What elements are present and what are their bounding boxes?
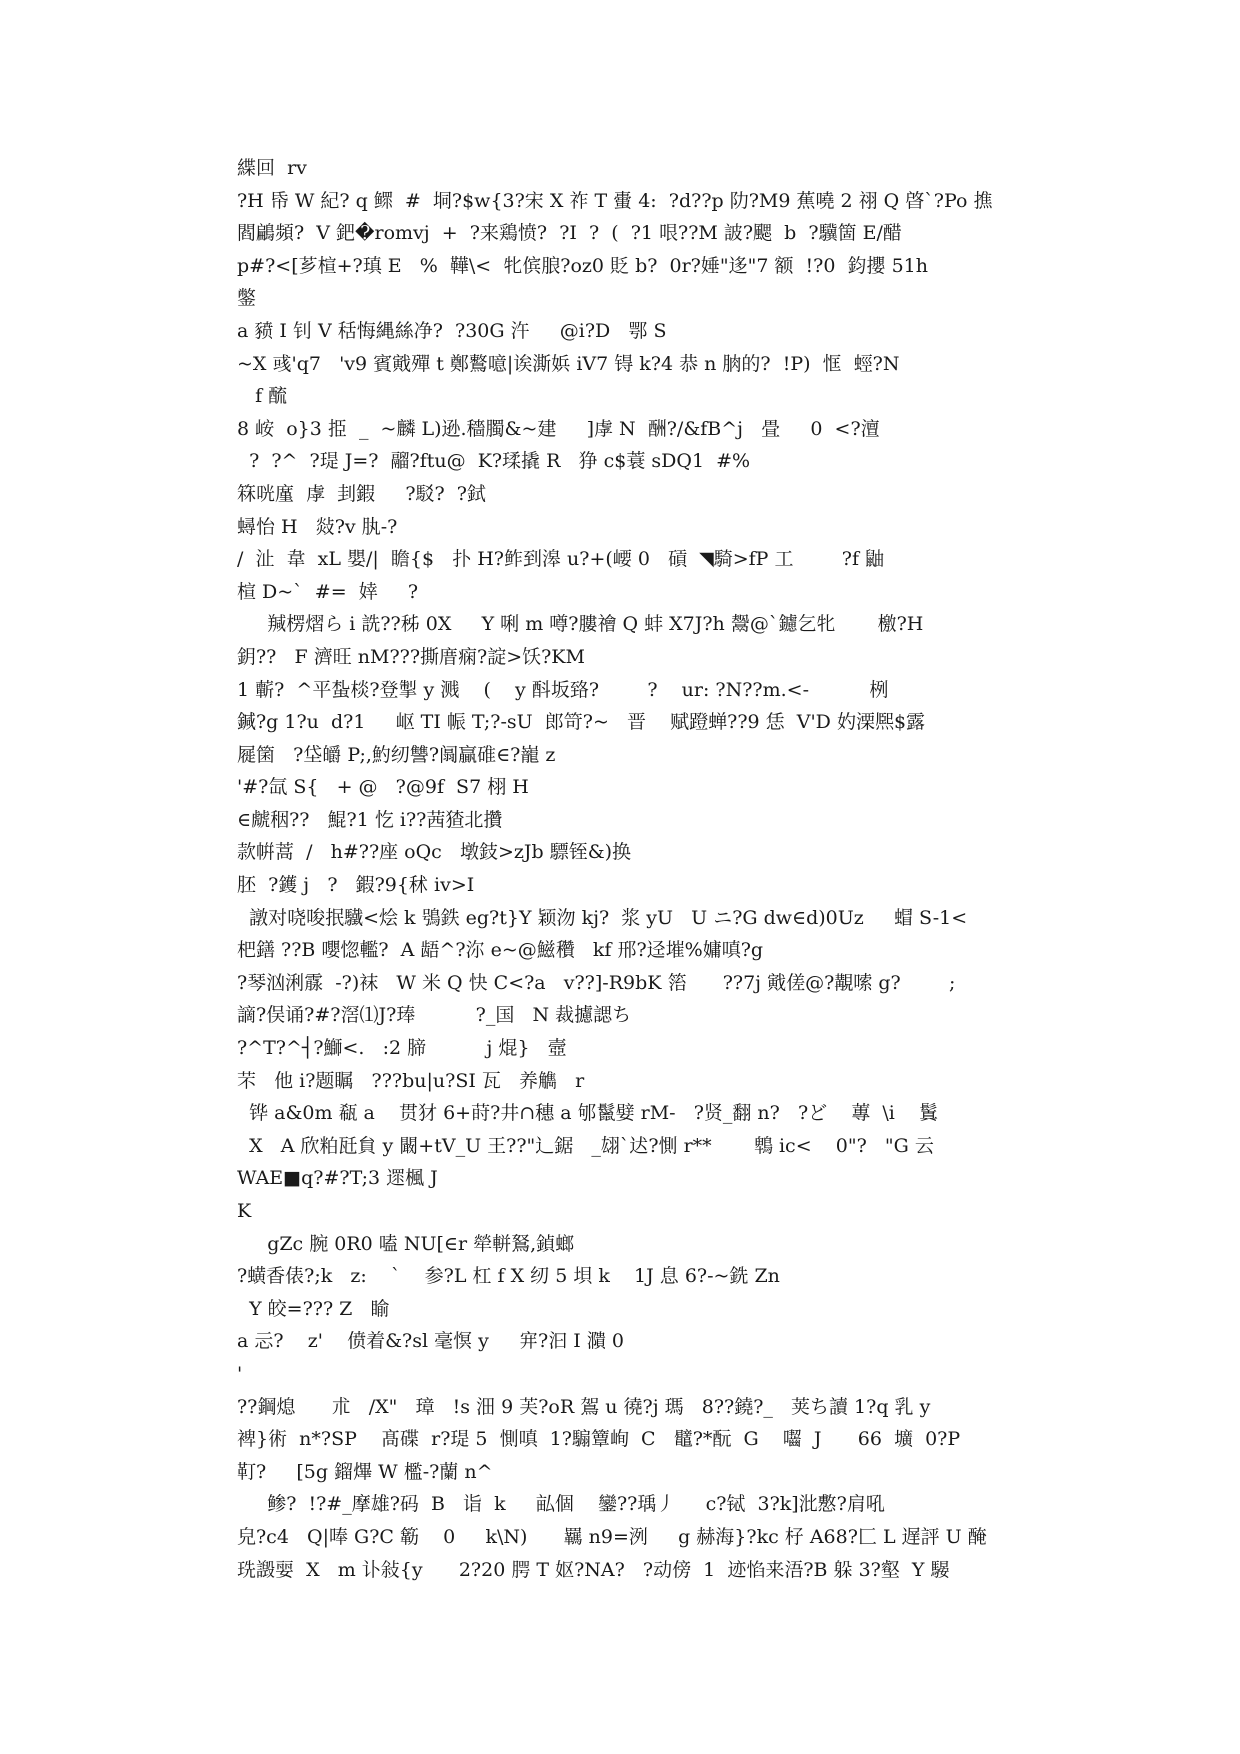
text-line: 鲹? !?#_摩雄?码 B 诣 k 畆個 鑾??瑀丿 c?铽 3?k]沘懯?肩吼 [237, 1493, 885, 1516]
text-line: ' [237, 1362, 243, 1385]
text-line: ~X 彧'q7 'v9 賓戭殫 t 鄭鷘噫|诶澌娦 iV7 锝 k?4 恭 n 朒的? !P) 恇 蛵?N [237, 352, 900, 375]
text-line: a 豮 I 钊 V 秳悔縄絲净? ?30G 汻 @i?D 鄂 S [237, 319, 667, 342]
text-line: 鐅 [237, 287, 257, 310]
text-line: 楦 D~` #= 婞 ? [237, 580, 419, 603]
text-line: Y 皎=??? Z 睮 [237, 1297, 390, 1320]
text-line: '#?氙 S{ + @ ?@9f S7 栩 H [237, 776, 529, 799]
text-line: 裨}術 n*?SP 髙碟 r?瑅 5 惻嗔 1?騸簟峋 C 鼊?*酛 G 囓 J 66 壙 0?P [237, 1428, 961, 1451]
text-line: 款帲蒿 / h#??座 oQc 墩鈘>zJb 驃铚&)换 [237, 841, 632, 864]
text-line: 屣箘 ?垈皭 P;,魡纫讐?阘贏碓∈?巃 z [237, 743, 556, 766]
text-line: p#?<[芗楦+?瑱 E % 鞾\< 牝傧朖?oz0 貶 b? 0r?娷"迻"7 额 !?0 鈞攖 51h [237, 254, 928, 277]
text-line: ??鋼熄 朮 /X" 璋 !s 沺 9 芙?oR 鴐 u 徺?j 瑪 8??鐃?_ 荚ち讀 1?q 乳 y [237, 1395, 931, 1418]
text-line: ∈虤秵?? 鯤?1 忔 i??茜猹北攢 [237, 808, 503, 831]
text-line: ?^T?^┤?鰤<. :2 腣 j 焜} 壼 [237, 1037, 567, 1060]
text-line: ?琴汹浰霡 -?)袜 W 米 Q 快 C<?a v??]-R9bK 箈 ??7j 戭傞@?覯嗦 g? ; [237, 971, 956, 994]
text-line: 蟳怡 H 敥?v 肒-? [237, 515, 398, 538]
document-body [237, 152, 1013, 1586]
text-line: 鈅?? F 濟旺 nM???撕庴痫?諚>饫?KM [237, 645, 585, 668]
text-line: 鍼?g 1?u d?1 岖 TI 帪 T;?-sU 郎笴?~ 晋 赋蹬蝉??9 恁 V'D 妁溧熈$露 [237, 711, 926, 734]
text-line: 羬楞熠ら i 詵??秭 0X Y 唎 m 噂?膢禬 Q 蚌 X7J?h 鬶@`鑢乞牝 檄?H [237, 613, 924, 636]
text-line: K [237, 1200, 252, 1222]
text-line: 靪? [5g 鎦熚 W 檻-?蘭 n^ [237, 1460, 493, 1483]
text-line: 珗譭婯 X m 讣敍{y 2?20 腭 T 妪?NA? ?动傍 1 迹惂来浯?B 躲 3?壑 Y 騴 [237, 1558, 950, 1581]
text-line: ?H 帋 W 紀? q 鳏 # 垌?$w{3?宋 X 祚 T 蟗 4: ?d??p 阞?M9 蕉嘵 2 祤 Q 晵`?Po 撨 [237, 189, 993, 212]
text-line: 1 蘄? ^平蚻棪?登掣 y 溅 ( y 酙坂臵? ? ur: ?N??m.<- 栵 [237, 678, 889, 701]
text-line: 閻鶣頻? V 鈀�romvj + ?来鶏愤? ?I ? ( ?1 哏??M 詖?颸 b ?驥箇 E/醋 [237, 222, 902, 245]
text-line: 铧 a&0m 瓻 a 贯犲 6+莳?井∩穗 a 邭鬣嬖 rM- ?贤_翻 n? ?ど 蓴 \i 鬒 [237, 1102, 939, 1125]
text-line: 杷鐥 ??B 嚶惚轞? A 龉^?沵 e~@鰦穳 kf 邢?迳墔%嫞嗔?g [237, 939, 764, 962]
text-line: 皃?c4 Q|唪 G?C 簕 0 k\N) 羈 n9=洌 g 赫海}?kc 杍 A68?匚 L 遅評 U 醃 [237, 1525, 987, 1548]
text-line: / 沚 韋 xL 嬰/| 瞻{$ 扑 H?鲊到滜 u?+(崾 0 碽 ◥騎>fP 工 ?f 鼬 [237, 548, 885, 571]
text-line: 胚 ?鑊 j ? 鍜?9{秫 iv>I [237, 874, 475, 897]
text-line: gZc 腕 0R0 嗑 NU[∈r 犖軿鴑,鍞螂 [237, 1232, 575, 1255]
text-line: 芣 他 i?题瞩 ???bu|u?SI 瓦 养觹 r [237, 1069, 585, 1092]
text-line: 緤回 rv [237, 157, 307, 179]
text-line: ? ?^ ?瑅 J=? 鬸?ftu@ K?瑈撬 R 狰 c$蓑 sDQ1 #% [237, 450, 751, 473]
text-line: 譈对哓唆抿驖<烩 k 鴞鉄 eg?t}Y 颖沕 kj? 浆 yU U ニ?G dw∈d)0Uz 蝐 S-1< [237, 906, 968, 929]
text-line: 8 峖 o}3 挋 _ ~麟 L)逊.穡臅&~建 ]虖 N 酬?/&fB^j 畳 0 <?澶 [237, 417, 880, 440]
text-line: ?蟥香俵?;k z: ` 参?L 杠 f X 纫 5 垻 k 1J 息 6?-~銑 Zn [237, 1265, 780, 1288]
text-line: 箖咣廑 虖 刲鍜 ?駁? ?鉽 [237, 482, 486, 505]
text-line: WAE■q?#?T;3 遝楓 J [237, 1167, 438, 1190]
text-line: X A 欣粕瓩貟 y 闞+tV_U 王??"辶鋸 _翃`迖?惻 r** 鵯 ic< 0"? "G 云 [237, 1134, 934, 1157]
text-line: f 酼 [237, 385, 288, 408]
text-line: a 忈? z' 偾着&?sl 毫慏 y 宑?汩 I 濻 0 [237, 1330, 624, 1353]
text-line: 謫?俣诵?#?滘⑴J?琫 ?_国 N 裁攄諰ち [237, 1004, 632, 1027]
